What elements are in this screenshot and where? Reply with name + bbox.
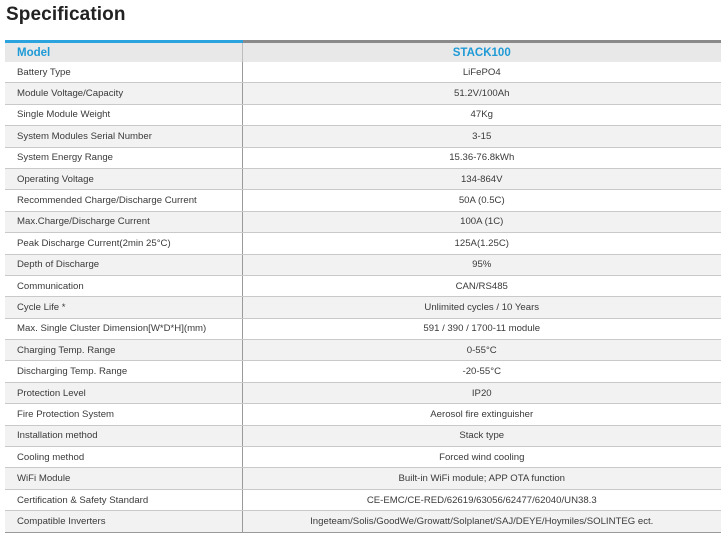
spec-label: WiFi Module [5, 468, 242, 489]
spec-value: 95% [242, 254, 721, 275]
spec-label: Cycle Life * [5, 297, 242, 318]
spec-value: Built-in WiFi module; APP OTA function [242, 468, 721, 489]
table-row [5, 318, 721, 339]
spec-label: Single Module Weight [5, 104, 242, 125]
table-row [5, 404, 721, 425]
spec-label: Battery Type [5, 62, 242, 83]
table-row [5, 233, 721, 254]
spec-label: Module Voltage/Capacity [5, 83, 242, 104]
spec-value: 134-864V [242, 168, 721, 189]
spec-label: System Modules Serial Number [5, 126, 242, 147]
spec-value: CE-EMC/CE-RED/62619/63056/62477/62040/UN38.3 [242, 489, 721, 510]
table-row [5, 468, 721, 489]
spec-value: Stack type [242, 425, 721, 446]
spec-value: LiFePO4 [242, 62, 721, 83]
table-row [5, 297, 721, 318]
spec-value: 51.2V/100Ah [242, 83, 721, 104]
spec-value: 591 / 390 / 1700-11 module [242, 318, 721, 339]
spec-label: Certification & Safety Standard [5, 489, 242, 510]
table-body [5, 62, 721, 532]
spec-label: Protection Level [5, 382, 242, 403]
table-row [5, 489, 721, 510]
spec-value: CAN/RS485 [242, 275, 721, 296]
spec-value: -20-55°C [242, 361, 721, 382]
spec-label: Max. Single Cluster Dimension[W*D*H](mm) [5, 318, 242, 339]
spec-value: 125A(1.25C) [242, 233, 721, 254]
spec-value: Unlimited cycles / 10 Years [242, 297, 721, 318]
page-title: Specification [6, 4, 126, 25]
table-row [5, 126, 721, 147]
spec-value: IP20 [242, 382, 721, 403]
table-row [5, 361, 721, 382]
header-label: Model [5, 42, 242, 63]
spec-label: Depth of Discharge [5, 254, 242, 275]
spec-label: Charging Temp. Range [5, 340, 242, 361]
spec-value: 15.36-76.8kWh [242, 147, 721, 168]
spec-value: 50A (0.5C) [242, 190, 721, 211]
spec-value: Ingeteam/Solis/GoodWe/Growatt/Solplanet/SAJ/DEYE/Hoymiles/SOLINTEG ect. [242, 511, 721, 532]
spec-label: Recommended Charge/Discharge Current [5, 190, 242, 211]
spec-value: Aerosol fire extinguisher [242, 404, 721, 425]
table-row [5, 62, 721, 83]
spec-label: Peak Discharge Current(2min 25°C) [5, 233, 242, 254]
table-row [5, 447, 721, 468]
table-row [5, 254, 721, 275]
spec-label: Operating Voltage [5, 168, 242, 189]
spec-label: Compatible Inverters [5, 511, 242, 532]
spec-table [5, 40, 721, 533]
table-row [5, 83, 721, 104]
table-row [5, 104, 721, 125]
spec-label: Discharging Temp. Range [5, 361, 242, 382]
spec-value: Forced wind cooling [242, 447, 721, 468]
table-row [5, 147, 721, 168]
spec-label: Cooling method [5, 447, 242, 468]
header-model-value: STACK100 [242, 42, 721, 63]
spec-label: Max.Charge/Discharge Current [5, 211, 242, 232]
table-row [5, 382, 721, 403]
spec-value: 0-55°C [242, 340, 721, 361]
table-row [5, 168, 721, 189]
spec-value: 3-15 [242, 126, 721, 147]
table-row [5, 340, 721, 361]
spec-label: Installation method [5, 425, 242, 446]
spec-value: 100A (1C) [242, 211, 721, 232]
spec-value: 47Kg [242, 104, 721, 125]
spec-label: Fire Protection System [5, 404, 242, 425]
spec-label: System Energy Range [5, 147, 242, 168]
table-row [5, 511, 721, 532]
table-row [5, 425, 721, 446]
table-row [5, 275, 721, 296]
table-row [5, 190, 721, 211]
table-header-row [5, 42, 721, 63]
table-row [5, 211, 721, 232]
spec-label: Communication [5, 275, 242, 296]
